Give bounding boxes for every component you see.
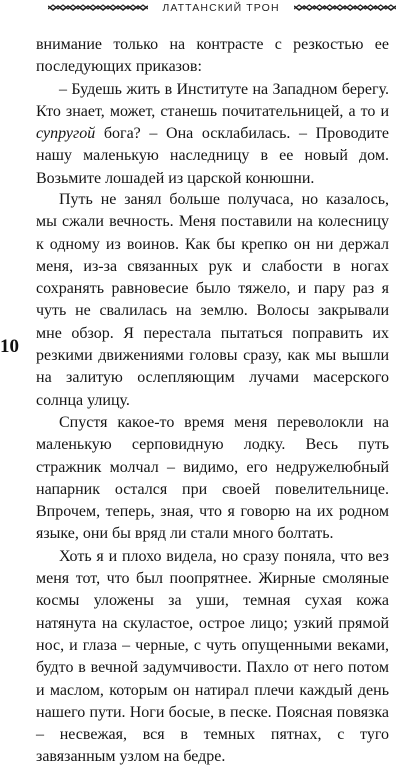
text-block-main xyxy=(36,189,389,769)
paragraph: внимание только на контрасте с резкостью ее последующих приказов: xyxy=(36,36,389,76)
paragraph: Хоть я и плохо видела, но сразу поняла, что вез меня тот, что был поопрятнее. Жирные смоляные космы уложены за уши, темная сухая кожа натянута на скуластое, острое лицо; узкий прямой нос, и глаза – черные, с чуть опущенными веками, будто в вечной задумчивости. Пахло от него потом и маслом, которым он натирал плечи каждый день нашего пути. Ноги босые, в песке. Поясная повязка – несвежая, вся в темных пятнах, с туго завязанным узлом на бедре. xyxy=(36,547,389,766)
ornament-left xyxy=(48,4,148,12)
page-number: 10 xyxy=(0,336,19,357)
text-span: – Будешь жить в Институте на Западном берегу. Кто знает, может, станешь почитательницей, а то и xyxy=(36,80,389,120)
text-span: бога? – Она осклабилась. – Проводите нашу маленькую наследницу в ее новый дом. Возьмите лошадей из царской конюшни. xyxy=(36,125,389,187)
paragraph xyxy=(36,79,389,190)
paragraph: Спустя какое-то время меня переволокли на маленькую серповидную лодку. Весь путь стражник молчал – видимо, его недружелюбный напарник остался при своей повелительнице. Впрочем, теперь, зная, что я говорю на их родном языке, они бы вряд ли стали много болтать. xyxy=(36,413,389,543)
page-header xyxy=(0,1,402,17)
paragraph: Путь не занял больше получаса, но казалось, мы сжали вечность. Меня поставили на колесницу к одному из воинов. Как бы крепко он ни держал меня, из-за связанных рук и слабости в ногах сохранять равновесие было тяжело, и пару раз я чуть не свалилась на землю. Волосы закрывали мне обзор. Я перестала пытаться поправить их резкими движениями головы сразу, как мы вышли на залитую ослепляющим лучами масерского солнца улицу. xyxy=(36,191,389,409)
ornament-right xyxy=(294,4,396,12)
running-title: ЛАТТАНСКИЙ ТРОН xyxy=(162,2,280,14)
text-block-top xyxy=(36,34,389,190)
italic-word: супругой xyxy=(36,125,96,143)
